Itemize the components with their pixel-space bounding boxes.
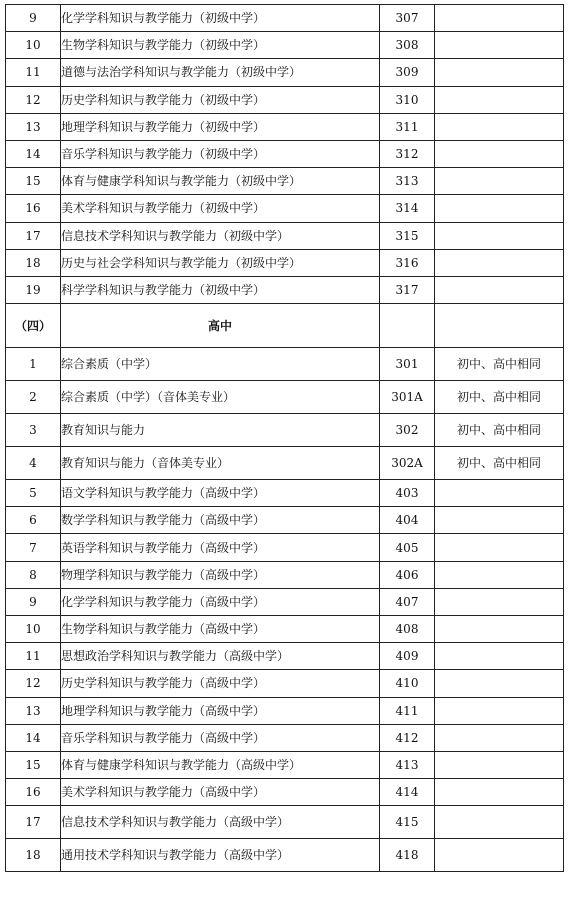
subject-code: 414 [380, 779, 435, 806]
remark: 初中、高中相同 [435, 381, 564, 414]
subject-code: 307 [380, 5, 435, 32]
row-number: 14 [6, 724, 61, 751]
subject-name: 语文学科知识与教学能力（高级中学） [61, 480, 380, 507]
table-row [6, 616, 564, 643]
row-number: 17 [6, 222, 61, 249]
remark: 初中、高中相同 [435, 414, 564, 447]
subject-code: 406 [380, 561, 435, 588]
table-row [6, 588, 564, 615]
subject-name: 教育知识与能力（音体美专业） [61, 447, 380, 480]
subject-code: 317 [380, 276, 435, 303]
row-number: 10 [6, 32, 61, 59]
subject-name: 历史学科知识与教学能力（高级中学） [61, 670, 380, 697]
row-number: 12 [6, 670, 61, 697]
table-row [6, 480, 564, 507]
table-row [6, 561, 564, 588]
subject-code: 409 [380, 643, 435, 670]
subject-name: 体育与健康学科知识与教学能力（高级中学） [61, 751, 380, 778]
subject-code: 310 [380, 86, 435, 113]
subject-name: 综合素质（中学） [61, 348, 380, 381]
table-row [6, 839, 564, 872]
subject-code: 301 [380, 348, 435, 381]
subject-name: 地理学科知识与教学能力（初级中学） [61, 113, 380, 140]
table-row [6, 381, 564, 414]
remark: 初中、高中相同 [435, 447, 564, 480]
row-number: 3 [6, 414, 61, 447]
remark [435, 113, 564, 140]
subject-name: 音乐学科知识与教学能力（高级中学） [61, 724, 380, 751]
table-row [6, 643, 564, 670]
remark [435, 59, 564, 86]
row-number: 18 [6, 249, 61, 276]
table-row [6, 5, 564, 32]
row-number: 17 [6, 806, 61, 839]
table-row [6, 195, 564, 222]
row-number: 4 [6, 447, 61, 480]
junior-middle-rows [6, 5, 564, 304]
section-code-cell [380, 304, 435, 348]
table-row [6, 168, 564, 195]
remark [435, 751, 564, 778]
subject-code: 316 [380, 249, 435, 276]
subject-code: 314 [380, 195, 435, 222]
subject-name: 通用技术学科知识与教学能力（高级中学） [61, 839, 380, 872]
subject-code: 404 [380, 507, 435, 534]
subject-name: 物理学科知识与教学能力（高级中学） [61, 561, 380, 588]
remark [435, 534, 564, 561]
remark: 初中、高中相同 [435, 348, 564, 381]
subject-name: 教育知识与能力 [61, 414, 380, 447]
section-header [6, 304, 564, 348]
table-row [6, 751, 564, 778]
subject-code: 407 [380, 588, 435, 615]
row-number: 14 [6, 140, 61, 167]
table-row [6, 32, 564, 59]
row-number: 6 [6, 507, 61, 534]
section-note-cell [435, 304, 564, 348]
senior-high-rows [6, 348, 564, 872]
row-number: 10 [6, 616, 61, 643]
subject-name: 信息技术学科知识与教学能力（初级中学） [61, 222, 380, 249]
table-row [6, 414, 564, 447]
subject-name: 综合素质（中学）（音体美专业） [61, 381, 380, 414]
subject-name: 音乐学科知识与教学能力（初级中学） [61, 140, 380, 167]
remark [435, 5, 564, 32]
subject-code: 311 [380, 113, 435, 140]
subject-code: 315 [380, 222, 435, 249]
remark [435, 643, 564, 670]
table-row [6, 507, 564, 534]
remark [435, 724, 564, 751]
table-row [6, 724, 564, 751]
row-number: 16 [6, 195, 61, 222]
row-number: 13 [6, 697, 61, 724]
remark [435, 168, 564, 195]
row-number: 8 [6, 561, 61, 588]
subject-code: 302A [380, 447, 435, 480]
subject-code: 408 [380, 616, 435, 643]
subject-name: 生物学科知识与教学能力（初级中学） [61, 32, 380, 59]
remark [435, 276, 564, 303]
table-row [6, 222, 564, 249]
subject-name: 历史与社会学科知识与教学能力（初级中学） [61, 249, 380, 276]
subject-name: 数学学科知识与教学能力（高级中学） [61, 507, 380, 534]
subject-code: 412 [380, 724, 435, 751]
subject-name: 思想政治学科知识与教学能力（高级中学） [61, 643, 380, 670]
subject-name: 生物学科知识与教学能力（高级中学） [61, 616, 380, 643]
subject-code: 312 [380, 140, 435, 167]
subject-name: 化学学科知识与教学能力（初级中学） [61, 5, 380, 32]
table-row [6, 779, 564, 806]
remark [435, 670, 564, 697]
row-number: 15 [6, 751, 61, 778]
subject-code: 418 [380, 839, 435, 872]
subject-name: 美术学科知识与教学能力（初级中学） [61, 195, 380, 222]
subject-code: 410 [380, 670, 435, 697]
table-row [6, 697, 564, 724]
row-number: 15 [6, 168, 61, 195]
remark [435, 195, 564, 222]
row-number: 9 [6, 588, 61, 615]
section-row-senior-high [6, 304, 564, 348]
row-number: 13 [6, 113, 61, 140]
remark [435, 32, 564, 59]
subject-name: 信息技术学科知识与教学能力（高级中学） [61, 806, 380, 839]
table-row [6, 140, 564, 167]
row-number: 11 [6, 59, 61, 86]
row-number: 5 [6, 480, 61, 507]
remark [435, 249, 564, 276]
row-number: 18 [6, 839, 61, 872]
remark [435, 140, 564, 167]
row-number: 2 [6, 381, 61, 414]
table-row [6, 348, 564, 381]
remark [435, 779, 564, 806]
subject-code: 411 [380, 697, 435, 724]
row-number: 16 [6, 779, 61, 806]
remark [435, 697, 564, 724]
remark [435, 616, 564, 643]
row-number: 7 [6, 534, 61, 561]
subject-code: 313 [380, 168, 435, 195]
subject-code: 308 [380, 32, 435, 59]
table-row [6, 447, 564, 480]
subject-code: 301A [380, 381, 435, 414]
table-row [6, 113, 564, 140]
subject-name: 体育与健康学科知识与教学能力（初级中学） [61, 168, 380, 195]
exam-subject-table [5, 4, 564, 872]
subject-code: 415 [380, 806, 435, 839]
subject-code: 302 [380, 414, 435, 447]
remark [435, 222, 564, 249]
row-number: 12 [6, 86, 61, 113]
remark [435, 86, 564, 113]
row-number: 11 [6, 643, 61, 670]
subject-code: 413 [380, 751, 435, 778]
remark [435, 839, 564, 872]
table-row [6, 276, 564, 303]
subject-code: 309 [380, 59, 435, 86]
remark [435, 480, 564, 507]
table-row [6, 806, 564, 839]
subject-name: 科学学科知识与教学能力（初级中学） [61, 276, 380, 303]
section-number: （四） [6, 304, 61, 348]
subject-code: 405 [380, 534, 435, 561]
row-number: 9 [6, 5, 61, 32]
remark [435, 806, 564, 839]
table-row [6, 86, 564, 113]
subject-name: 历史学科知识与教学能力（初级中学） [61, 86, 380, 113]
remark [435, 588, 564, 615]
section-title: 高中 [61, 304, 380, 348]
remark [435, 561, 564, 588]
subject-name: 化学学科知识与教学能力（高级中学） [61, 588, 380, 615]
subject-name: 道德与法治学科知识与教学能力（初级中学） [61, 59, 380, 86]
subject-name: 英语学科知识与教学能力（高级中学） [61, 534, 380, 561]
row-number: 19 [6, 276, 61, 303]
table-row [6, 249, 564, 276]
table-row [6, 59, 564, 86]
row-number: 1 [6, 348, 61, 381]
remark [435, 507, 564, 534]
subject-name: 美术学科知识与教学能力（高级中学） [61, 779, 380, 806]
table-row [6, 534, 564, 561]
subject-name: 地理学科知识与教学能力（高级中学） [61, 697, 380, 724]
table-row [6, 670, 564, 697]
subject-code: 403 [380, 480, 435, 507]
